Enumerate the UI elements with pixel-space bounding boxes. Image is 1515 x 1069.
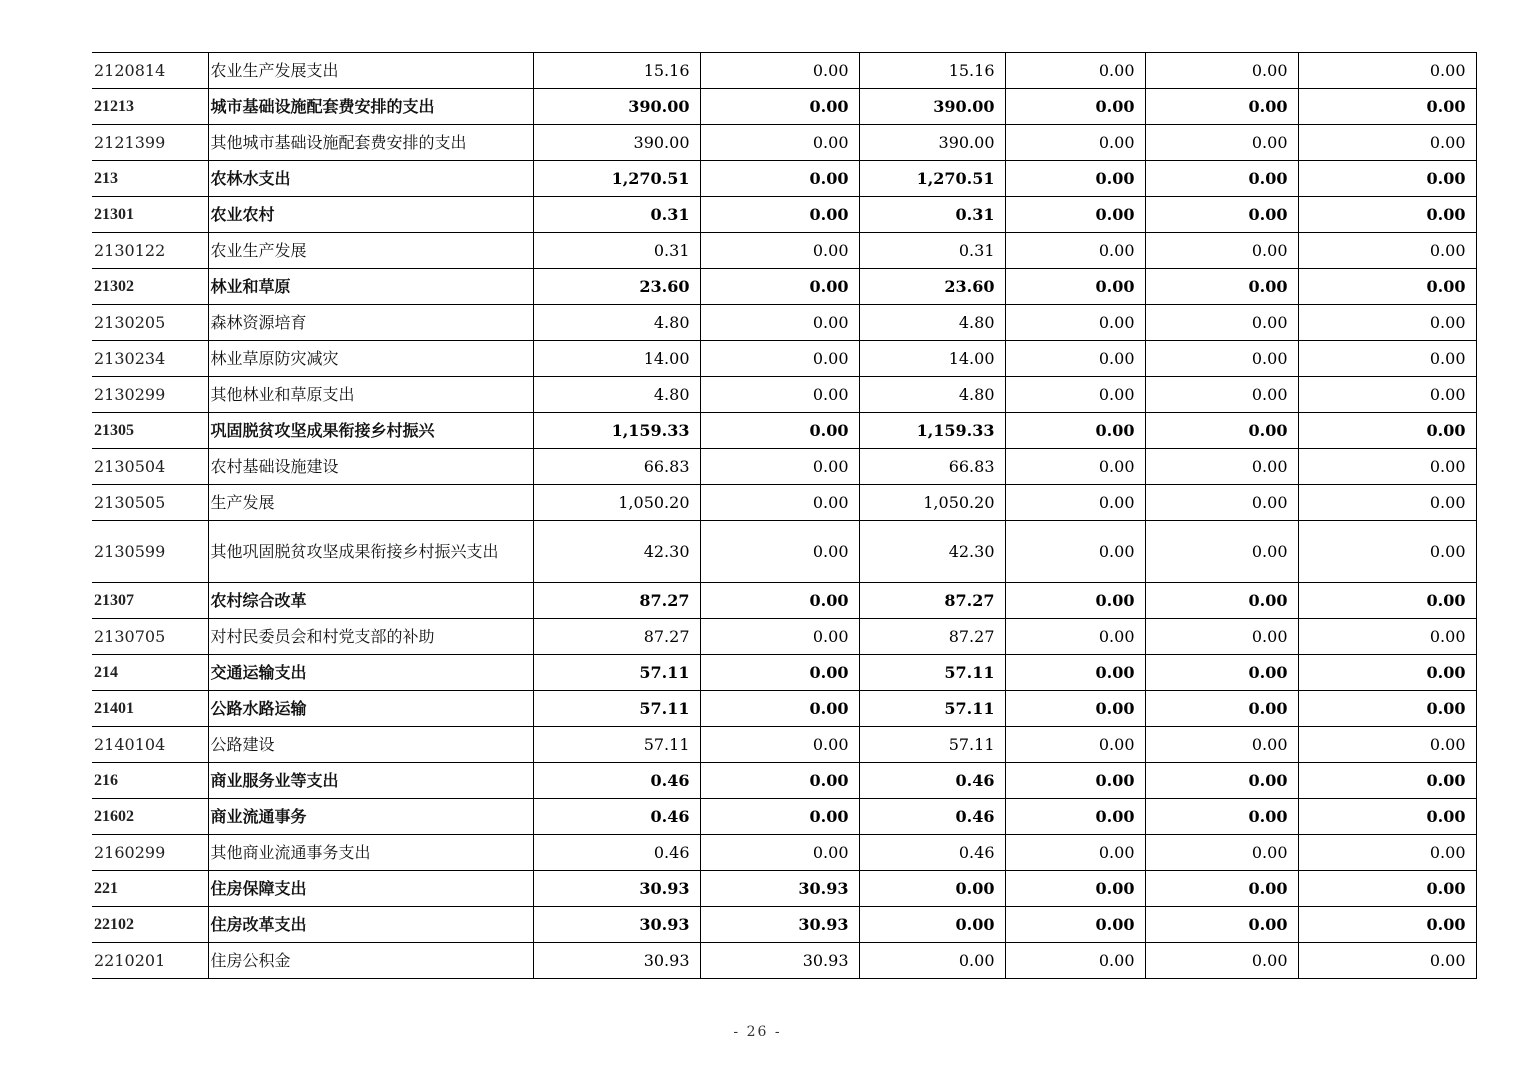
amount-fund-5-cell: 0.00	[1298, 583, 1476, 619]
amount-basic-cell: 0.00	[700, 449, 859, 485]
account-code-cell: 213	[92, 161, 208, 197]
amount-fund-4-cell: 0.00	[1145, 799, 1298, 835]
account-name-cell: 商业服务业等支出	[208, 763, 533, 799]
amount-basic-cell: 0.00	[700, 691, 859, 727]
amount-project-cell: 57.11	[859, 655, 1005, 691]
amount-project-cell: 23.60	[859, 269, 1005, 305]
table-row	[92, 835, 1476, 871]
amount-fund-4-cell: 0.00	[1145, 269, 1298, 305]
amount-total-cell: 23.60	[533, 269, 700, 305]
table-row	[92, 655, 1476, 691]
table-row	[92, 305, 1476, 341]
amount-fund-3-cell: 0.00	[1005, 305, 1145, 341]
amount-fund-4-cell: 0.00	[1145, 125, 1298, 161]
amount-project-cell: 87.27	[859, 583, 1005, 619]
amount-basic-cell: 0.00	[700, 655, 859, 691]
amount-fund-3-cell: 0.00	[1005, 655, 1145, 691]
amount-project-cell: 66.83	[859, 449, 1005, 485]
account-code-cell: 21302	[92, 269, 208, 305]
amount-fund-4-cell: 0.00	[1145, 907, 1298, 943]
amount-total-cell: 1,050.20	[533, 485, 700, 521]
amount-fund-4-cell: 0.00	[1145, 341, 1298, 377]
table-row	[92, 233, 1476, 269]
amount-project-cell: 390.00	[859, 125, 1005, 161]
amount-fund-4-cell: 0.00	[1145, 197, 1298, 233]
amount-total-cell: 57.11	[533, 691, 700, 727]
table-row	[92, 377, 1476, 413]
amount-basic-cell: 0.00	[700, 269, 859, 305]
account-name-cell: 农林水支出	[208, 161, 533, 197]
amount-fund-5-cell: 0.00	[1298, 413, 1476, 449]
account-name-cell: 其他商业流通事务支出	[208, 835, 533, 871]
amount-project-cell: 1,159.33	[859, 413, 1005, 449]
amount-fund-3-cell: 0.00	[1005, 89, 1145, 125]
account-name-cell: 城市基础设施配套费安排的支出	[208, 89, 533, 125]
account-code-cell: 2160299	[92, 835, 208, 871]
amount-basic-cell: 30.93	[700, 907, 859, 943]
amount-total-cell: 30.93	[533, 871, 700, 907]
table-row	[92, 197, 1476, 233]
amount-fund-4-cell: 0.00	[1145, 89, 1298, 125]
account-name-cell: 农业生产发展	[208, 233, 533, 269]
amount-fund-5-cell: 0.00	[1298, 377, 1476, 413]
amount-fund-5-cell: 0.00	[1298, 53, 1476, 89]
amount-total-cell: 30.93	[533, 907, 700, 943]
amount-total-cell: 57.11	[533, 655, 700, 691]
account-name-cell: 对村民委员会和村党支部的补助	[208, 619, 533, 655]
account-code-cell: 21213	[92, 89, 208, 125]
amount-total-cell: 390.00	[533, 89, 700, 125]
account-name-cell: 农村综合改革	[208, 583, 533, 619]
amount-fund-3-cell: 0.00	[1005, 341, 1145, 377]
account-code-cell: 2130599	[92, 521, 208, 583]
amount-fund-3-cell: 0.00	[1005, 485, 1145, 521]
amount-fund-4-cell: 0.00	[1145, 161, 1298, 197]
amount-project-cell: 0.00	[859, 943, 1005, 979]
account-code-cell: 2210201	[92, 943, 208, 979]
amount-fund-5-cell: 0.00	[1298, 871, 1476, 907]
amount-fund-5-cell: 0.00	[1298, 943, 1476, 979]
amount-project-cell: 0.00	[859, 907, 1005, 943]
amount-project-cell: 0.31	[859, 233, 1005, 269]
amount-basic-cell: 30.93	[700, 871, 859, 907]
table-row	[92, 763, 1476, 799]
account-code-cell: 21602	[92, 799, 208, 835]
amount-fund-4-cell: 0.00	[1145, 763, 1298, 799]
amount-project-cell: 57.11	[859, 727, 1005, 763]
amount-fund-5-cell: 0.00	[1298, 233, 1476, 269]
amount-fund-5-cell: 0.00	[1298, 691, 1476, 727]
account-name-cell: 商业流通事务	[208, 799, 533, 835]
amount-fund-5-cell: 0.00	[1298, 305, 1476, 341]
account-code-cell: 214	[92, 655, 208, 691]
amount-fund-4-cell: 0.00	[1145, 655, 1298, 691]
amount-project-cell: 87.27	[859, 619, 1005, 655]
amount-project-cell: 14.00	[859, 341, 1005, 377]
amount-total-cell: 0.31	[533, 197, 700, 233]
amount-fund-4-cell: 0.00	[1145, 583, 1298, 619]
table-row	[92, 943, 1476, 979]
amount-basic-cell: 0.00	[700, 413, 859, 449]
amount-fund-5-cell: 0.00	[1298, 907, 1476, 943]
amount-project-cell: 0.31	[859, 197, 1005, 233]
amount-basic-cell: 0.00	[700, 485, 859, 521]
table-row	[92, 413, 1476, 449]
account-code-cell: 22102	[92, 907, 208, 943]
amount-fund-5-cell: 0.00	[1298, 799, 1476, 835]
account-code-cell: 2121399	[92, 125, 208, 161]
table-row	[92, 691, 1476, 727]
account-name-cell: 交通运输支出	[208, 655, 533, 691]
amount-total-cell: 4.80	[533, 305, 700, 341]
table-row	[92, 619, 1476, 655]
amount-project-cell: 0.46	[859, 763, 1005, 799]
account-code-cell: 21305	[92, 413, 208, 449]
table-row	[92, 799, 1476, 835]
amount-basic-cell: 0.00	[700, 521, 859, 583]
amount-fund-3-cell: 0.00	[1005, 763, 1145, 799]
amount-fund-3-cell: 0.00	[1005, 377, 1145, 413]
amount-total-cell: 390.00	[533, 125, 700, 161]
amount-basic-cell: 0.00	[700, 89, 859, 125]
amount-fund-4-cell: 0.00	[1145, 233, 1298, 269]
account-name-cell: 林业和草原	[208, 269, 533, 305]
amount-project-cell: 0.46	[859, 799, 1005, 835]
amount-project-cell: 0.00	[859, 871, 1005, 907]
amount-total-cell: 0.46	[533, 763, 700, 799]
account-code-cell: 2130705	[92, 619, 208, 655]
amount-total-cell: 1,159.33	[533, 413, 700, 449]
amount-fund-5-cell: 0.00	[1298, 619, 1476, 655]
table-row	[92, 907, 1476, 943]
amount-fund-4-cell: 0.00	[1145, 413, 1298, 449]
amount-basic-cell: 0.00	[700, 233, 859, 269]
amount-basic-cell: 0.00	[700, 305, 859, 341]
amount-fund-5-cell: 0.00	[1298, 763, 1476, 799]
amount-project-cell: 1,050.20	[859, 485, 1005, 521]
amount-fund-5-cell: 0.00	[1298, 89, 1476, 125]
account-name-cell: 巩固脱贫攻坚成果衔接乡村振兴	[208, 413, 533, 449]
amount-fund-3-cell: 0.00	[1005, 269, 1145, 305]
amount-basic-cell: 0.00	[700, 161, 859, 197]
amount-fund-5-cell: 0.00	[1298, 727, 1476, 763]
amount-fund-3-cell: 0.00	[1005, 521, 1145, 583]
account-code-cell: 2120814	[92, 53, 208, 89]
account-code-cell: 2130234	[92, 341, 208, 377]
amount-project-cell: 57.11	[859, 691, 1005, 727]
account-code-cell: 2130205	[92, 305, 208, 341]
budget-table	[92, 52, 1477, 979]
amount-fund-5-cell: 0.00	[1298, 197, 1476, 233]
amount-total-cell: 14.00	[533, 341, 700, 377]
account-code-cell: 221	[92, 871, 208, 907]
table-row	[92, 485, 1476, 521]
amount-fund-5-cell: 0.00	[1298, 125, 1476, 161]
amount-fund-3-cell: 0.00	[1005, 233, 1145, 269]
account-name-cell: 生产发展	[208, 485, 533, 521]
amount-basic-cell: 0.00	[700, 799, 859, 835]
account-code-cell: 2130504	[92, 449, 208, 485]
account-code-cell: 21401	[92, 691, 208, 727]
account-name-cell: 住房改革支出	[208, 907, 533, 943]
account-code-cell: 216	[92, 763, 208, 799]
amount-fund-4-cell: 0.00	[1145, 943, 1298, 979]
amount-fund-4-cell: 0.00	[1145, 871, 1298, 907]
table-row	[92, 125, 1476, 161]
amount-fund-4-cell: 0.00	[1145, 521, 1298, 583]
amount-fund-3-cell: 0.00	[1005, 197, 1145, 233]
amount-project-cell: 15.16	[859, 53, 1005, 89]
amount-total-cell: 87.27	[533, 583, 700, 619]
amount-basic-cell: 0.00	[700, 197, 859, 233]
amount-total-cell: 15.16	[533, 53, 700, 89]
amount-total-cell: 66.83	[533, 449, 700, 485]
account-name-cell: 林业草原防灾减灾	[208, 341, 533, 377]
amount-project-cell: 390.00	[859, 89, 1005, 125]
table-row	[92, 269, 1476, 305]
table-row	[92, 871, 1476, 907]
amount-basic-cell: 0.00	[700, 835, 859, 871]
amount-fund-5-cell: 0.00	[1298, 485, 1476, 521]
amount-total-cell: 0.46	[533, 799, 700, 835]
amount-fund-5-cell: 0.00	[1298, 449, 1476, 485]
page-number: - 26 -	[733, 1024, 782, 1040]
amount-total-cell: 87.27	[533, 619, 700, 655]
amount-project-cell: 0.46	[859, 835, 1005, 871]
table-row	[92, 53, 1476, 89]
account-code-cell: 2130505	[92, 485, 208, 521]
account-code-cell: 21301	[92, 197, 208, 233]
amount-basic-cell: 0.00	[700, 727, 859, 763]
amount-basic-cell: 0.00	[700, 125, 859, 161]
amount-total-cell: 57.11	[533, 727, 700, 763]
account-name-cell: 森林资源培育	[208, 305, 533, 341]
account-code-cell: 21307	[92, 583, 208, 619]
account-code-cell: 2130122	[92, 233, 208, 269]
amount-basic-cell: 0.00	[700, 619, 859, 655]
amount-total-cell: 1,270.51	[533, 161, 700, 197]
amount-project-cell: 4.80	[859, 305, 1005, 341]
amount-fund-4-cell: 0.00	[1145, 619, 1298, 655]
amount-fund-3-cell: 0.00	[1005, 125, 1145, 161]
amount-fund-3-cell: 0.00	[1005, 835, 1145, 871]
amount-project-cell: 42.30	[859, 521, 1005, 583]
amount-project-cell: 1,270.51	[859, 161, 1005, 197]
amount-fund-4-cell: 0.00	[1145, 305, 1298, 341]
account-name-cell: 公路水路运输	[208, 691, 533, 727]
table-row	[92, 89, 1476, 125]
amount-fund-4-cell: 0.00	[1145, 485, 1298, 521]
amount-project-cell: 4.80	[859, 377, 1005, 413]
amount-total-cell: 42.30	[533, 521, 700, 583]
amount-basic-cell: 30.93	[700, 943, 859, 979]
amount-fund-4-cell: 0.00	[1145, 449, 1298, 485]
amount-fund-3-cell: 0.00	[1005, 619, 1145, 655]
account-code-cell: 2140104	[92, 727, 208, 763]
amount-fund-5-cell: 0.00	[1298, 161, 1476, 197]
amount-fund-3-cell: 0.00	[1005, 53, 1145, 89]
amount-fund-3-cell: 0.00	[1005, 907, 1145, 943]
amount-basic-cell: 0.00	[700, 763, 859, 799]
account-name-cell: 公路建设	[208, 727, 533, 763]
amount-fund-3-cell: 0.00	[1005, 943, 1145, 979]
account-name-cell: 其他城市基础设施配套费安排的支出	[208, 125, 533, 161]
amount-fund-5-cell: 0.00	[1298, 655, 1476, 691]
table-row	[92, 521, 1476, 583]
amount-fund-4-cell: 0.00	[1145, 377, 1298, 413]
account-name-cell: 住房公积金	[208, 943, 533, 979]
account-name-cell: 农村基础设施建设	[208, 449, 533, 485]
amount-total-cell: 0.31	[533, 233, 700, 269]
amount-fund-3-cell: 0.00	[1005, 583, 1145, 619]
amount-basic-cell: 0.00	[700, 341, 859, 377]
amount-total-cell: 4.80	[533, 377, 700, 413]
account-name-cell: 其他巩固脱贫攻坚成果衔接乡村振兴支出	[208, 521, 533, 583]
table-row	[92, 449, 1476, 485]
amount-fund-5-cell: 0.00	[1298, 521, 1476, 583]
table-body	[92, 53, 1476, 979]
amount-total-cell: 30.93	[533, 943, 700, 979]
account-name-cell: 其他林业和草原支出	[208, 377, 533, 413]
amount-fund-3-cell: 0.00	[1005, 413, 1145, 449]
amount-fund-3-cell: 0.00	[1005, 871, 1145, 907]
amount-basic-cell: 0.00	[700, 583, 859, 619]
account-name-cell: 农业农村	[208, 197, 533, 233]
amount-basic-cell: 0.00	[700, 53, 859, 89]
account-name-cell: 住房保障支出	[208, 871, 533, 907]
table-row	[92, 341, 1476, 377]
amount-fund-3-cell: 0.00	[1005, 449, 1145, 485]
account-code-cell: 2130299	[92, 377, 208, 413]
amount-total-cell: 0.46	[533, 835, 700, 871]
account-name-cell: 农业生产发展支出	[208, 53, 533, 89]
amount-fund-4-cell: 0.00	[1145, 691, 1298, 727]
amount-fund-5-cell: 0.00	[1298, 835, 1476, 871]
amount-fund-5-cell: 0.00	[1298, 269, 1476, 305]
table-row	[92, 161, 1476, 197]
table-row	[92, 583, 1476, 619]
amount-fund-3-cell: 0.00	[1005, 161, 1145, 197]
amount-fund-5-cell: 0.00	[1298, 341, 1476, 377]
amount-fund-3-cell: 0.00	[1005, 727, 1145, 763]
amount-fund-4-cell: 0.00	[1145, 835, 1298, 871]
amount-fund-4-cell: 0.00	[1145, 53, 1298, 89]
table-row	[92, 727, 1476, 763]
amount-fund-4-cell: 0.00	[1145, 727, 1298, 763]
amount-fund-3-cell: 0.00	[1005, 799, 1145, 835]
amount-basic-cell: 0.00	[700, 377, 859, 413]
amount-fund-3-cell: 0.00	[1005, 691, 1145, 727]
